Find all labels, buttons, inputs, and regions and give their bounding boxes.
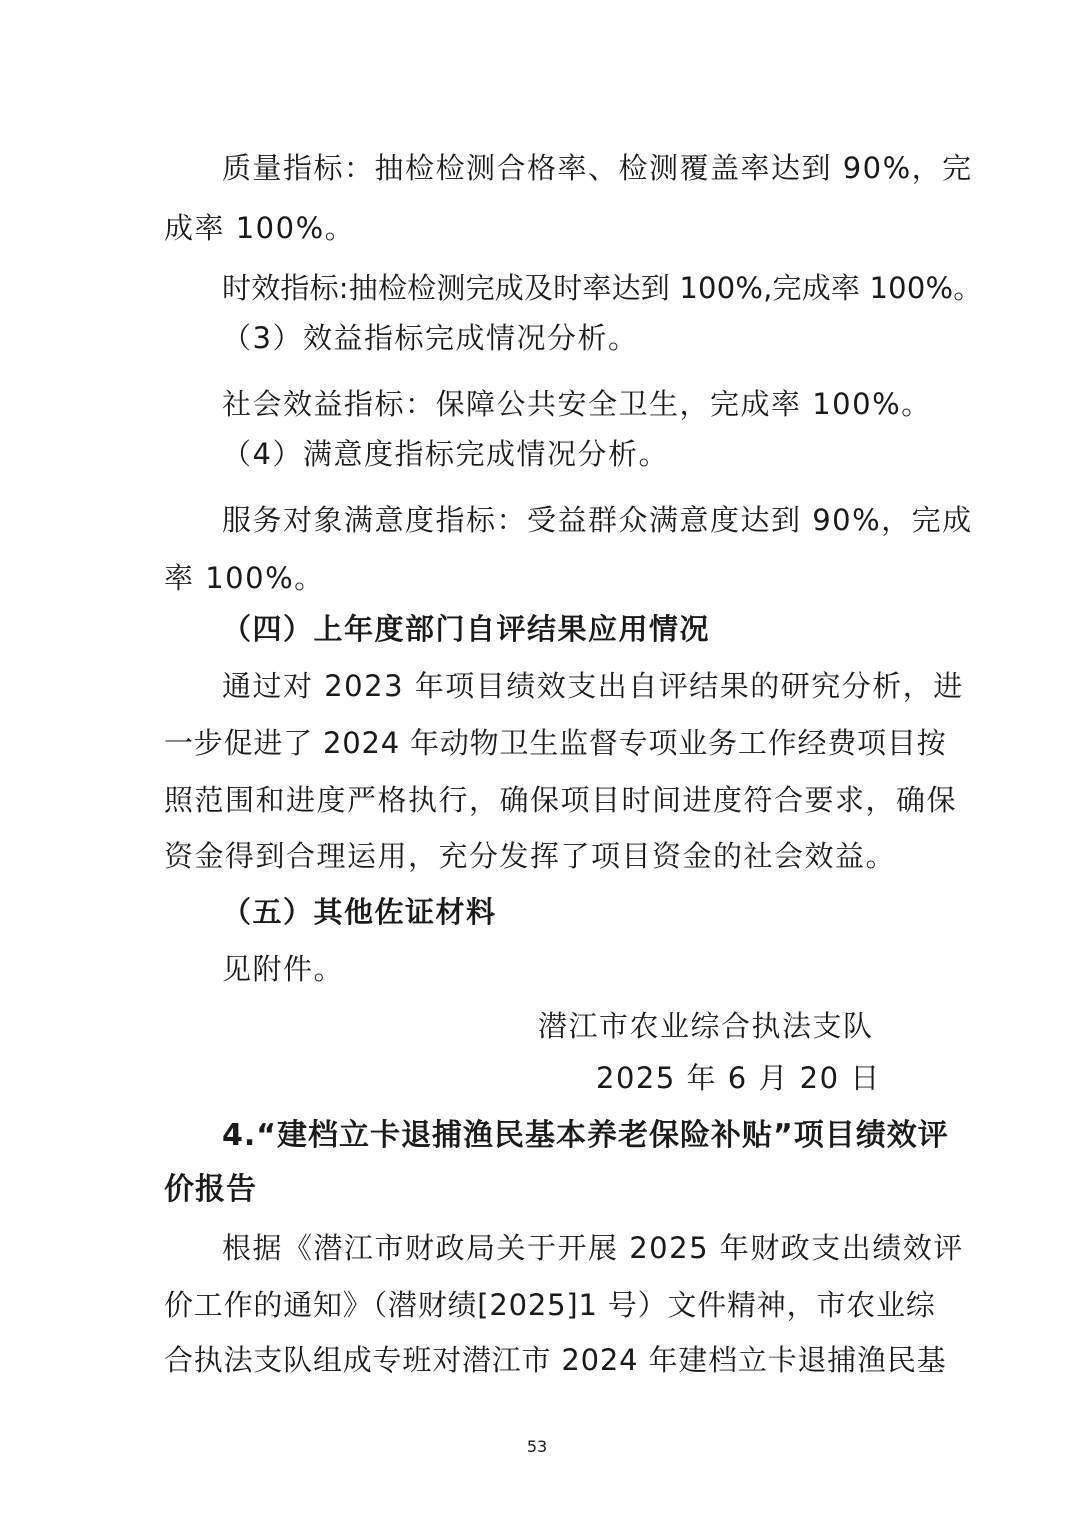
report-title-continued: 价报告 xyxy=(164,1172,257,1207)
paragraph-line: 通过对 2023 年项目绩效支出自评结果的研究分析，进 xyxy=(222,669,964,703)
paragraph-line: 价工作的通知》（潜财绩[2025]1 号）文件精神，市农业综 xyxy=(164,1288,936,1322)
paragraph-line: 社会效益指标：保障公共安全卫生，完成率 100%。 xyxy=(222,387,932,421)
report-title: 4.“建档立卡退捕渔民基本养老保险补贴”项目绩效评 xyxy=(222,1118,949,1153)
paragraph-line: 服务对象满意度指标：受益群众满意度达到 90%，完成 xyxy=(222,503,973,537)
paragraph-line: 照范围和进度严格执行，确保项目时间进度符合要求，确保 xyxy=(164,783,958,817)
signature-date: 2025 年 6 月 20 日 xyxy=(596,1061,881,1095)
paragraph-line: 率 100%。 xyxy=(164,561,325,595)
section-line: （3）效益指标完成情况分析。 xyxy=(222,321,639,355)
paragraph-line: 根据《潜江市财政局关于开展 2025 年财政支出绩效评 xyxy=(222,1231,964,1265)
section-heading: （四）上年度部门自评结果应用情况 xyxy=(222,612,711,646)
paragraph-line: 时效指标:抽检检测完成及时率达到 100%,完成率 100%。 xyxy=(222,271,983,305)
paragraph-line: 见附件。 xyxy=(222,952,345,986)
paragraph-line: 一步促进了 2024 年动物卫生监督专项业务工作经费项目按 xyxy=(164,726,947,760)
paragraph-line: 合执法支队组成专班对潜江市 2024 年建档立卡退捕渔民基 xyxy=(164,1343,947,1377)
paragraph-line: 资金得到合理运用，充分发挥了项目资金的社会效益。 xyxy=(164,839,897,873)
paragraph-line: 质量指标：抽检检测合格率、检测覆盖率达到 90%，完 xyxy=(222,151,973,185)
page-number: 53 xyxy=(526,1437,548,1456)
section-heading: （五）其他佐证材料 xyxy=(222,895,497,929)
signature-organization: 潜江市农业综合执法支队 xyxy=(538,1009,874,1043)
section-line: （4）满意度指标完成情况分析。 xyxy=(222,437,669,471)
paragraph-line: 成率 100%。 xyxy=(164,211,356,245)
